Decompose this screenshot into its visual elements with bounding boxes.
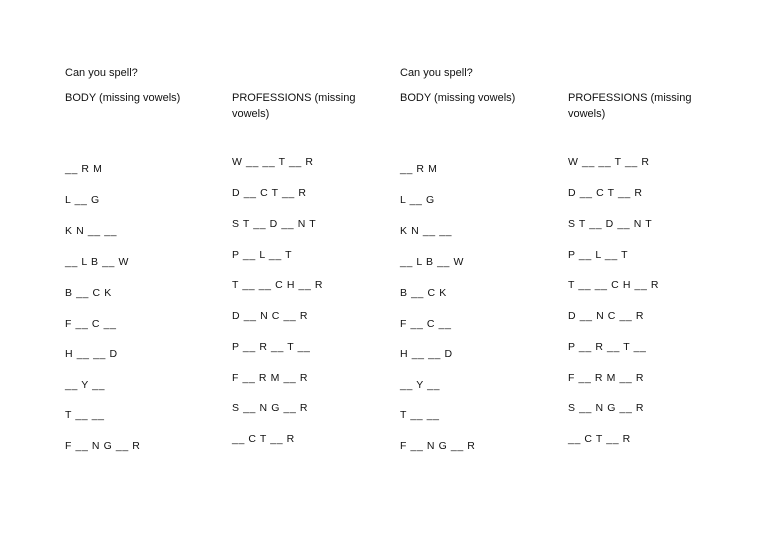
profession-word: W __ __ T __ R [568, 156, 650, 168]
profession-word: __ C T __ R [568, 433, 631, 445]
body-word: __ R M [400, 163, 438, 175]
profession-word: T __ __ C H __ R [232, 279, 324, 291]
body-word: K N __ __ [400, 225, 453, 237]
worksheet-title: Can you spell? [65, 67, 138, 79]
profession-word: D __ C T __ R [568, 187, 643, 199]
body-word: H __ __ D [65, 348, 118, 360]
body-word: B __ C K [400, 287, 447, 299]
profession-word: __ C T __ R [232, 433, 295, 445]
body-column-heading: BODY (missing vowels) [65, 92, 181, 104]
profession-word: P __ L __ T [568, 249, 629, 261]
body-word: F __ N G __ R [400, 440, 476, 452]
body-word: L __ G [65, 194, 100, 206]
body-word: __ Y __ [65, 379, 106, 391]
body-word: L __ G [400, 194, 435, 206]
body-word: __ R M [65, 163, 103, 175]
body-word: __ Y __ [400, 379, 441, 391]
body-column-heading: BODY (missing vowels) [400, 92, 516, 104]
body-word: K N __ __ [65, 225, 118, 237]
body-word: B __ C K [65, 287, 112, 299]
body-word: T __ __ [65, 409, 105, 421]
profession-word: S __ N G __ R [232, 402, 309, 414]
profession-word: T __ __ C H __ R [568, 279, 660, 291]
professions-column-heading: PROFESSIONS (missing vowels) [232, 92, 356, 120]
body-word: F __ N G __ R [65, 440, 141, 452]
profession-word: D __ C T __ R [232, 187, 307, 199]
profession-word: P __ R __ T __ [232, 341, 311, 353]
profession-word: P __ L __ T [232, 249, 293, 261]
body-word: T __ __ [400, 409, 440, 421]
body-word: __ L B __ W [400, 256, 464, 268]
body-word: __ L B __ W [65, 256, 129, 268]
profession-word: F __ R M __ R [568, 372, 645, 384]
profession-word: S __ N G __ R [568, 402, 645, 414]
profession-word: S T __ D __ N T [568, 218, 653, 230]
professions-column-heading: PROFESSIONS (missing vowels) [568, 92, 692, 120]
body-word: H __ __ D [400, 348, 453, 360]
profession-word: S T __ D __ N T [232, 218, 317, 230]
body-word: F __ C __ [400, 318, 452, 330]
profession-word: P __ R __ T __ [568, 341, 647, 353]
profession-word: F __ R M __ R [232, 372, 309, 384]
profession-word: D __ N C __ R [232, 310, 309, 322]
profession-word: D __ N C __ R [568, 310, 645, 322]
profession-word: W __ __ T __ R [232, 156, 314, 168]
body-word: F __ C __ [65, 318, 117, 330]
worksheet-title: Can you spell? [400, 67, 473, 79]
